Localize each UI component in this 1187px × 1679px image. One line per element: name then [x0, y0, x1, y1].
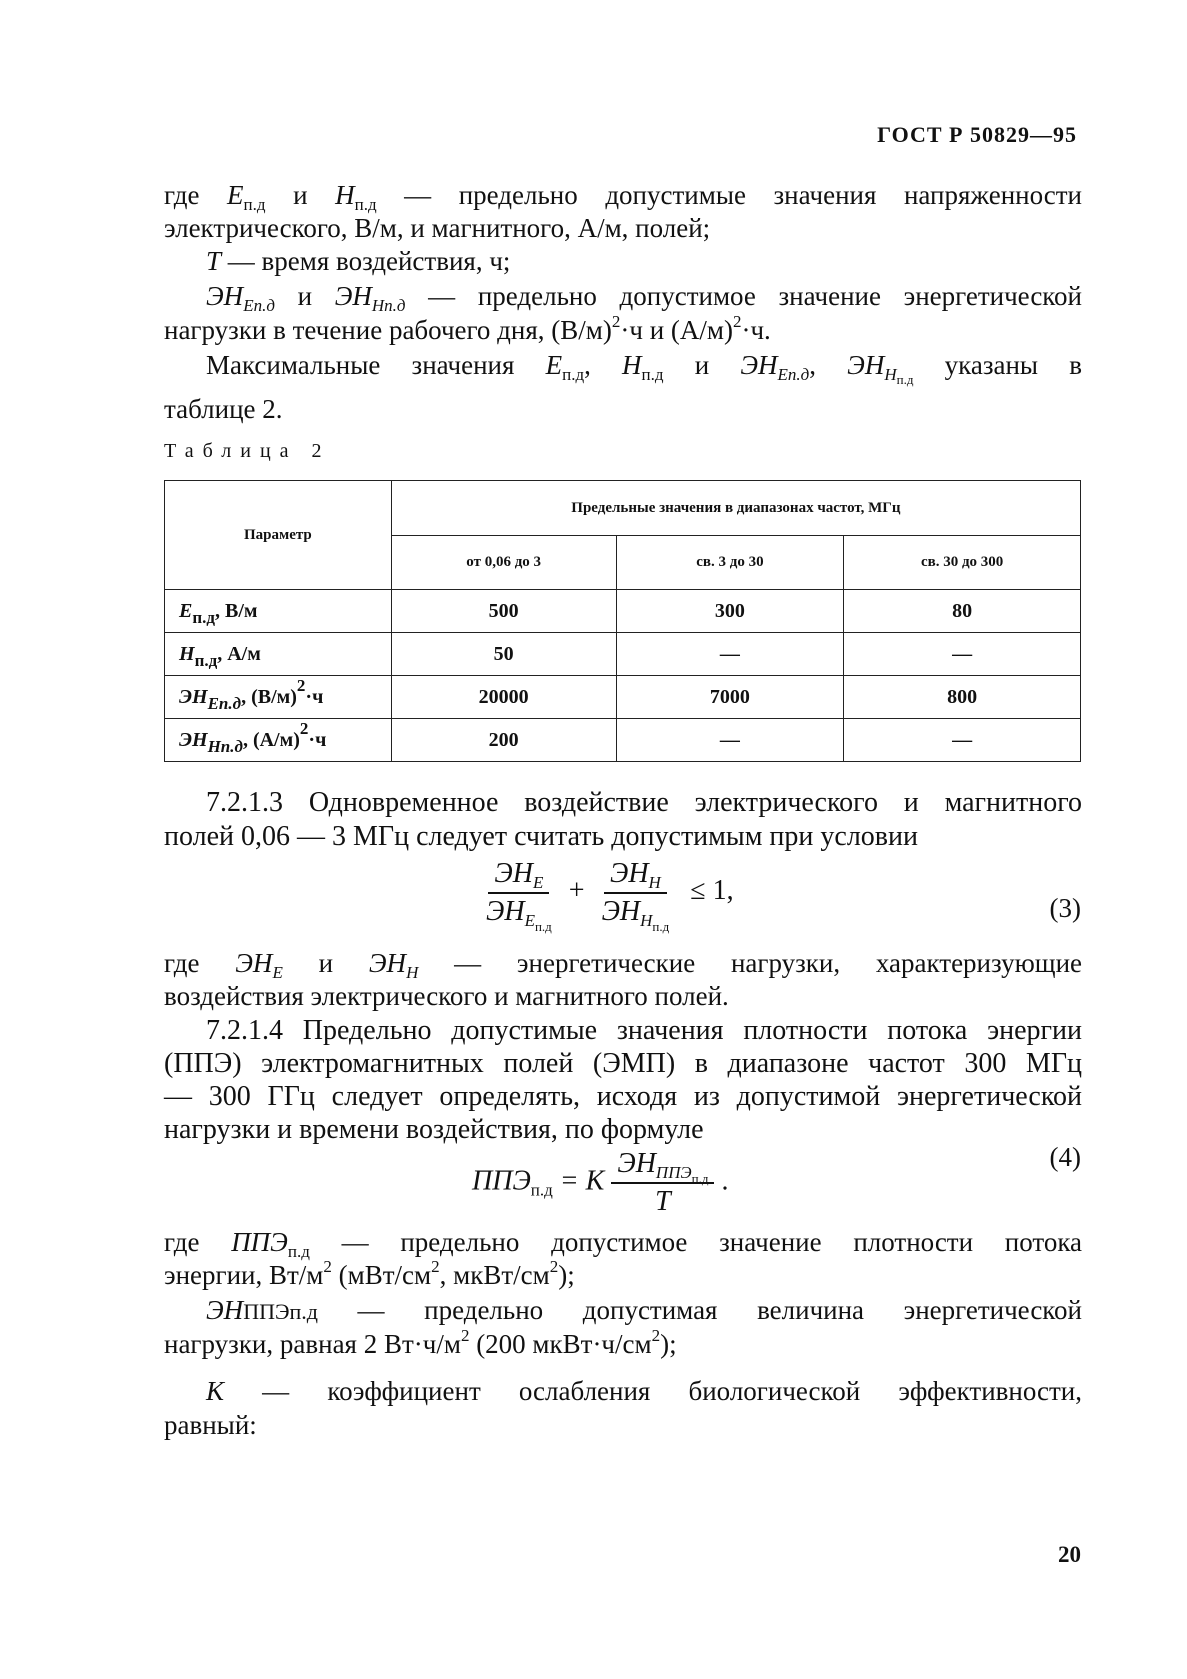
def-text: — предельно допустимые значения напряженности: [404, 180, 1082, 210]
def-line-4: $ЭН_{Eп.д}$ и $ЭН_{Hп.д}$ — предельно допустимое значение энергетической: [206, 281, 1082, 315]
para-7-2-1-4-line-3: — 300 ГГц следует определять, исходя из допустимой энергетической: [164, 1081, 1082, 1112]
para-7-2-1-4-where-5: K — коэффициент ослабления биологической эффективности,: [206, 1376, 1082, 1406]
text: ·ч и (А/м): [620, 315, 733, 345]
def-text: — время воздействия, ч;: [227, 246, 511, 276]
para-7-2-1-4-where-6: равный:: [164, 1410, 257, 1440]
subscript: Eп.д: [243, 296, 275, 315]
col-header-range: св. 3 до 30: [616, 536, 844, 590]
fraction: $\frac{ЭН_H}{ЭН_{H_{п.д}}}$: [601, 858, 670, 934]
para-7-2-1-4-where-4: нагрузки, равная 2 $Вт\cdot ч/м^2$ (200 $мкВт\cdot ч/см^2$);: [164, 1326, 677, 1359]
def-line-1: [164, 178, 1082, 212]
def-text: — предельно допустимое значение энергетической: [428, 281, 1082, 311]
value-cell: —: [616, 719, 844, 762]
table-row: [165, 590, 1081, 633]
para-7-2-1-4-line-2: (ППЭ) электромагнитных полей (ЭМП) в диапазоне частот 300 МГц: [164, 1048, 1082, 1079]
text: указаны в: [944, 350, 1082, 380]
value-cell: —: [616, 633, 844, 676]
superscript: 2: [611, 312, 621, 331]
value-cell: 20000: [391, 676, 616, 719]
symbol-t: T: [206, 246, 222, 276]
symbol-h: H: [335, 180, 355, 210]
para-7-2-1-3-where-2: воздействия электрического и магнитного полей.: [164, 981, 729, 1011]
word: где: [164, 180, 200, 210]
superscript: 2: [732, 312, 742, 331]
def-line-3: [206, 244, 510, 278]
value-cell: 200: [391, 719, 616, 762]
table-caption: Таблица 2: [164, 440, 331, 462]
def-line-7: таблице 2.: [164, 394, 283, 424]
relation: ≤ 1,: [690, 875, 734, 907]
formula-3: [480, 858, 734, 934]
symbol-e: E: [227, 180, 244, 210]
col-header-range: св. 30 до 300: [844, 536, 1081, 590]
param-cell: $H_{п.д}$, А/м: [165, 633, 392, 676]
def-line-6: Максимальные значения $E_{п.д}$, $H_{п.д}$ и $ЭН_{Eп.д}$, $ЭН_{H_{п.д}}$ указаны в: [206, 350, 1082, 387]
param-cell: $ЭН_{Eп.д}$, $(В/м)^2\cdot ч$: [165, 676, 392, 719]
value-cell: —: [844, 633, 1081, 676]
param-cell: $ЭН_{Hп.д}$, $(А/м)^2\cdot ч$: [165, 719, 392, 762]
subscript: п.д: [562, 365, 585, 384]
word: и: [293, 180, 308, 210]
para-7-2-1-3-line-2: полей 0,06 — 3 МГц следует считать допустимым при условии: [164, 821, 918, 852]
subscript: п.д: [354, 195, 377, 214]
para-7-2-1-4-where-1: где $ППЭ_{п.д}$ — предельно допустимое значение плотности потока: [164, 1227, 1083, 1261]
def-line-5: [164, 313, 771, 347]
subscript: п.д: [243, 195, 266, 214]
col-header-range: от 0,06 до 3: [391, 536, 616, 590]
symbol-eh: ЭН: [206, 281, 244, 311]
subsubscript: п.д: [896, 372, 914, 387]
table-row: [165, 719, 1081, 762]
word: и: [694, 350, 710, 380]
formula-4: $ППЭ_{п.д} = K$ $\frac{ЭН_{ППЭ_{п.д}}}{T}$ .: [472, 1148, 729, 1217]
para-7-2-1-4-line-1: 7.2.1.4 Предельно допустимые значения плотности потока энергии: [206, 1015, 1082, 1046]
plus-sign: +: [568, 875, 585, 907]
doc-code: ГОСТ Р 50829—95: [877, 122, 1077, 147]
page-number: 20: [1058, 1542, 1081, 1567]
table-2: [164, 480, 1081, 762]
table-row: [165, 676, 1081, 719]
value-cell: 300: [616, 590, 844, 633]
word: и: [297, 281, 313, 311]
table-row: [165, 633, 1081, 676]
value-cell: —: [844, 719, 1081, 762]
fraction: $\frac{ЭН_E}{ЭН_{E_{п.д}}}$: [486, 858, 552, 934]
para-7-2-1-3-line-1: 7.2.1.3 Одновременное воздействие электрического и магнитного: [206, 787, 1082, 818]
col-header-param: Параметр: [165, 481, 392, 590]
value-cell: 50: [391, 633, 616, 676]
para-7-2-1-4-line-4: нагрузки и времени воздействия, по формуле: [164, 1114, 704, 1145]
text: нагрузки в течение рабочего дня, (В/м): [164, 315, 612, 345]
def-line-2: электрического, В/м, и магнитного, А/м, полей;: [164, 213, 711, 243]
subscript: Hп.д: [371, 296, 406, 315]
fraction: $\frac{ЭН_{ППЭ_{п.д}}}{T}$: [611, 1148, 714, 1218]
subscript: Eп.д: [777, 365, 810, 384]
formula-number-4: (4): [1049, 1142, 1081, 1172]
para-7-2-1-4-where-2: энергии, $Вт/м^2$ ($мВт/см^2$, мкВт/$см^2$);: [164, 1257, 575, 1290]
col-header-group: Предельные значения в диапазонах частот, МГц: [391, 481, 1080, 536]
subscript: п.д: [641, 365, 664, 384]
value-cell: 7000: [616, 676, 844, 719]
para-7-2-1-4-where-3: ЭНППЭп.д — предельно допустимая величина энергетической: [206, 1295, 1083, 1325]
subscript: H: [884, 365, 897, 384]
formula-number-3: (3): [1049, 893, 1081, 923]
para-7-2-1-3-where-1: где $ЭН_E$ и $ЭН_H$ — энергетические нагрузки, характеризующие: [164, 948, 1082, 982]
value-cell: 500: [391, 590, 616, 633]
param-cell: $E_{п.д}$, В/м: [165, 590, 392, 633]
text: ·ч.: [741, 315, 771, 345]
equals: = K: [559, 1165, 605, 1197]
text: Максимальные значения: [206, 350, 515, 380]
value-cell: 80: [844, 590, 1081, 633]
value-cell: 800: [844, 676, 1081, 719]
